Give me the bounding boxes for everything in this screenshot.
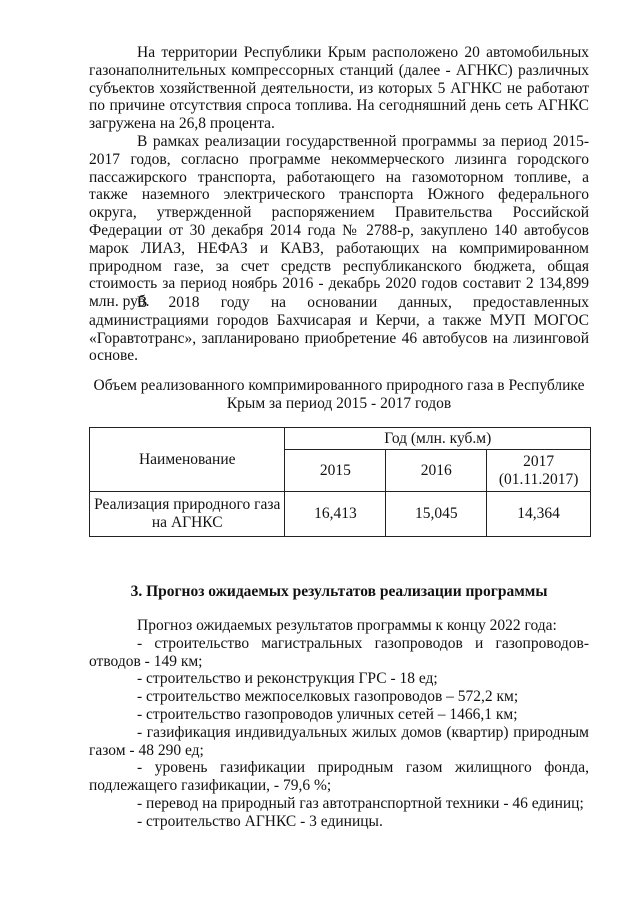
header-year-2017 — [487, 450, 591, 492]
list-item: - строительство газопроводов уличных сетей – 1466,1 км; — [137, 705, 518, 723]
forecast-list — [89, 617, 589, 831]
paragraph-2018-plan: В 2018 году на основании данных, предоставленных администрациями городов Бахчисарая и Керчи, а также МУП МОГОС «Горавтотранс», запланировано приобретение 46 автобусов на лизинговой основе. — [89, 294, 589, 365]
table-caption: Объем реализованного компримированного природного газа в Республике Крым за период 2015 - 2017 годов — [93, 377, 585, 412]
list-item: - газификация индивидуальных жилых домов (квартир) природным газом - 48 290 ед; — [89, 723, 589, 759]
paragraph-agnks-stations: На территории Республики Крым расположено 20 автомобильных газонаполнительных компрессорных станций (далее - АГНКС) различных субъектов хозяйственной деятельности, из которых 5 АГНКС не работают по причине отсутствия спроса топлива. На сегодняшний день сеть АГНКС загружена на 26,8 процента. — [89, 44, 589, 133]
value-2017: 14,364 — [487, 492, 591, 537]
row-label: Реализация природного газа на АГНКС — [90, 492, 285, 537]
list-item: - строительство магистральных газопроводов и газопроводов-отводов - 149 км; — [89, 634, 589, 670]
list-item: - строительство межпоселковых газопроводов – 572,2 км; — [137, 688, 519, 706]
forecast-intro: Прогноз ожидаемых результатов программы к концу 2022 года: — [137, 617, 557, 634]
header-year-group: Год (млн. куб.м) — [285, 428, 591, 450]
value-2015: 16,413 — [285, 492, 386, 537]
list-item: - уровень газификации природным газом жилищного фонда, подлежащего газификации, - 79,6 %; — [89, 759, 589, 795]
gas-sales-table — [89, 427, 591, 537]
list-item: - перевод на природный газ автотранспортной техники - 46 единиц; — [137, 794, 584, 812]
table-row — [90, 492, 591, 537]
header-year-2017-date: (01.11.2017) — [498, 470, 579, 488]
value-2016: 15,045 — [386, 492, 487, 537]
header-year-2015: 2015 — [285, 450, 386, 492]
header-name: Наименование — [90, 428, 285, 492]
paragraph-bus-leasing: В рамках реализации государственной программы за период 2015-2017 годов, согласно программе некоммерческого лизинга городского пассажирского транспорта, работающего на газомоторном топливе, а также наземного электрического транспорта Южного федерального округа, утвержденной распоряжением Правительства Российской Федерации от 30 декабря 2014 года № 2788-р, закуплено 140 автобусов марок ЛИАЗ, НЕФАЗ и КАВЗ, работающих на компримированном природном газе, за счет средств республиканского бюджета, общая стоимость за период ноябрь 2016 - декабрь 2020 годов составит 2 134,899 млн. руб. — [89, 133, 589, 311]
list-item: - строительство и реконструкция ГРС - 18 ед; — [137, 670, 438, 688]
header-year-2017-label: 2017 — [523, 452, 555, 470]
header-year-2016: 2016 — [386, 450, 487, 492]
section-heading: 3. Прогноз ожидаемых результатов реализации программы — [130, 583, 548, 600]
list-item: - строительство АГНКС - 3 единицы. — [137, 812, 383, 830]
